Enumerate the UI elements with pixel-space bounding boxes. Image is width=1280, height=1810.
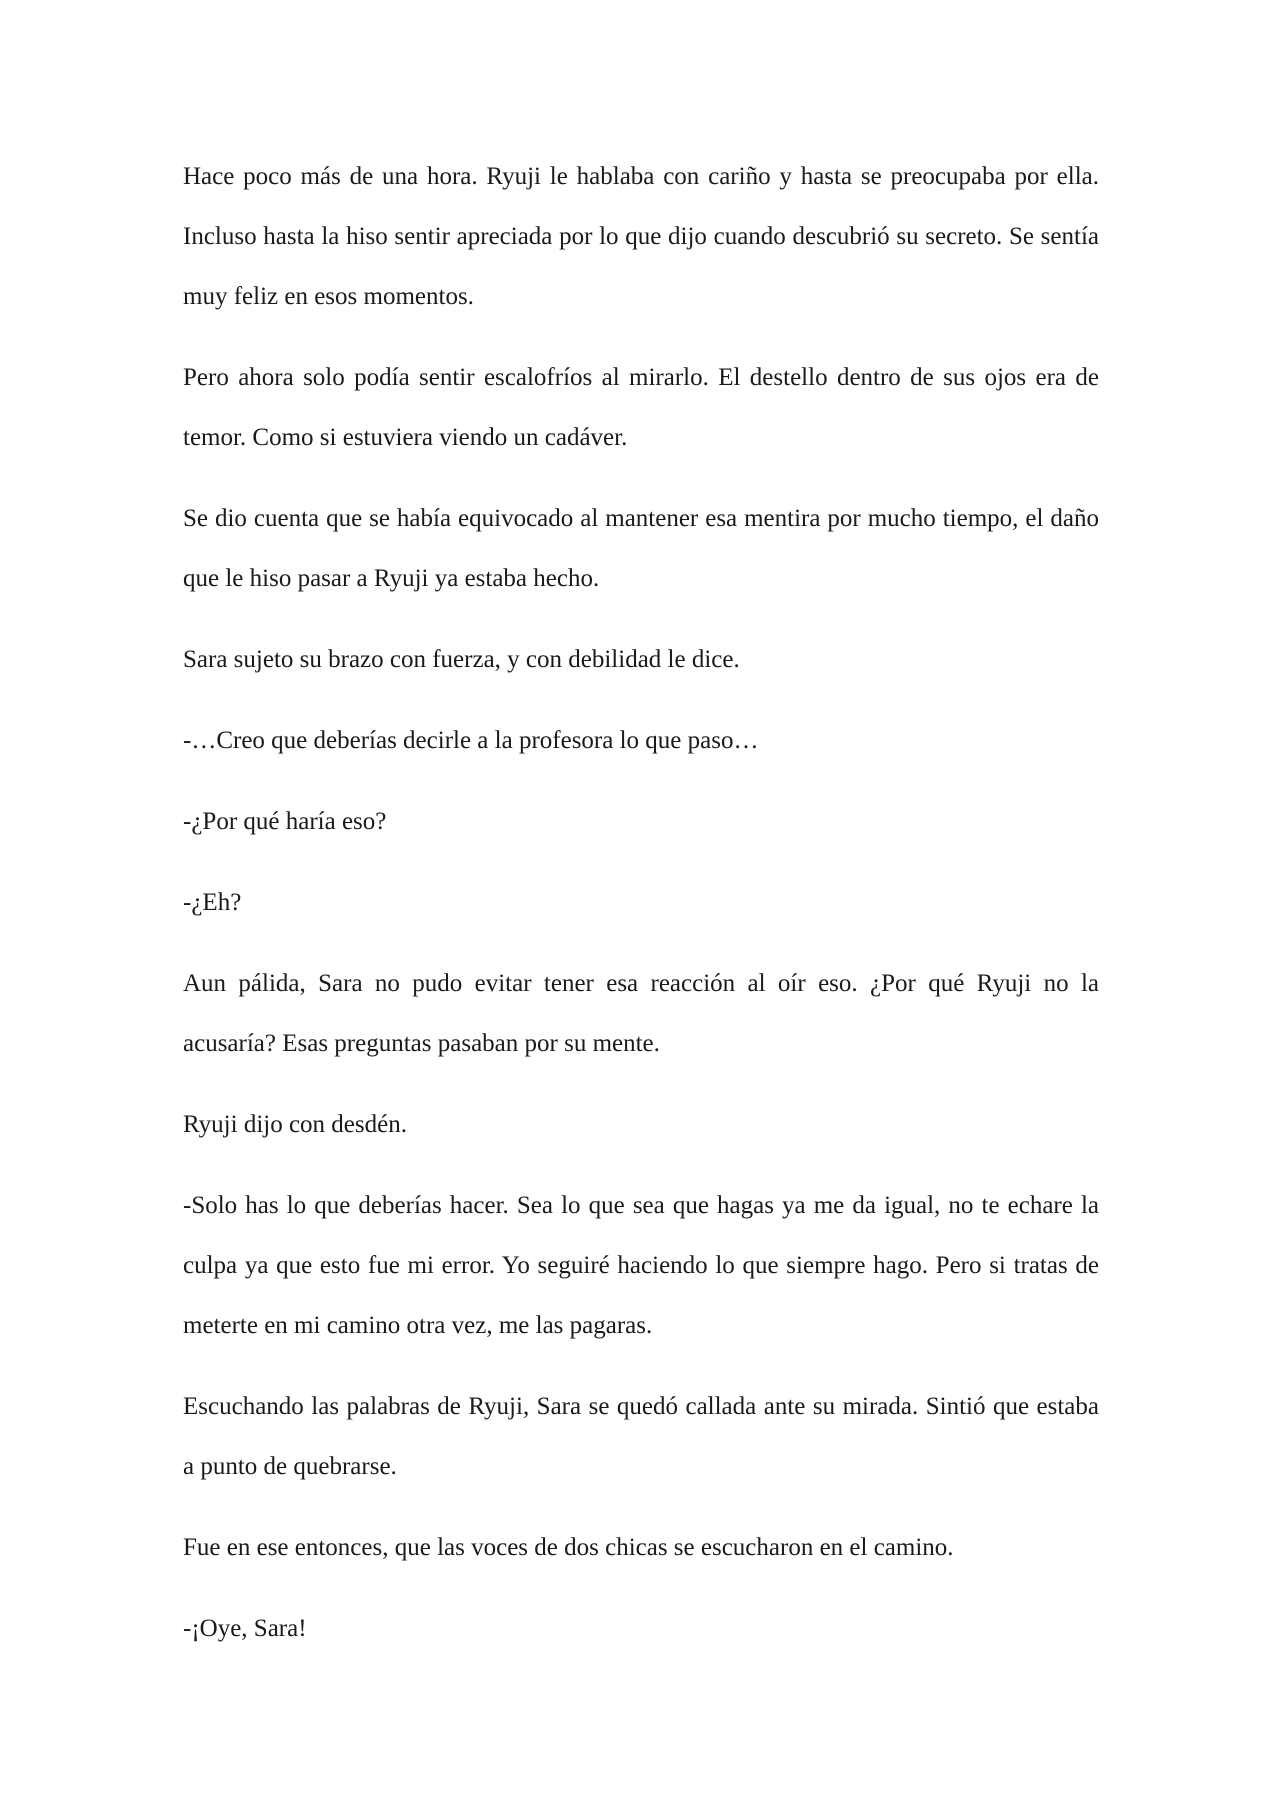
paragraph-1: Hace poco más de una hora. Ryuji le hablaba con cariño y hasta se preocupaba por ella. Incluso hasta la hiso sentir apreciada por lo que dijo cuando descubrió su secreto. Se sentía muy feliz en esos momentos. [183,163,1099,310]
dialogue-line-4: -Solo has lo que deberías hacer. Sea lo que sea que hagas ya me da igual, no te echare la culpa ya que esto fue mi error. Yo seguiré haciendo lo que siempre hago. Pero si tratas de meterte en mi camino otra vez, me las pagaras. [183,1192,1099,1339]
dialogue-line-5: -¡Oye, Sara! [183,1615,307,1642]
paragraph-7: Escuchando las palabras de Ryuji, Sara se quedó callada ante su mirada. Sintió que estaba a punto de quebrarse. [183,1393,1099,1480]
dialogue-line-2: -¿Por qué haría eso? [183,808,387,835]
paragraph-8: Fue en ese entonces, que las voces de dos chicas se escucharon en el camino. [183,1534,954,1561]
dialogue-line-3: -¿Eh? [183,889,242,916]
dialogue-line-1: -…Creo que deberías decirle a la profesora lo que paso… [183,727,759,754]
paragraph-6: Ryuji dijo con desdén. [183,1111,407,1138]
paragraph-2: Pero ahora solo podía sentir escalofríos al mirarlo. El destello dentro de sus ojos era de temor. Como si estuviera viendo un cadáver. [183,364,1099,451]
paragraph-3: Se dio cuenta que se había equivocado al mantener esa mentira por mucho tiempo, el daño que le hiso pasar a Ryuji ya estaba hecho. [183,505,1099,592]
paragraph-5: Aun pálida, Sara no pudo evitar tener esa reacción al oír eso. ¿Por qué Ryuji no la acusaría? Esas preguntas pasaban por su mente. [183,970,1099,1057]
paragraph-4: Sara sujeto su brazo con fuerza, y con debilidad le dice. [183,646,740,673]
